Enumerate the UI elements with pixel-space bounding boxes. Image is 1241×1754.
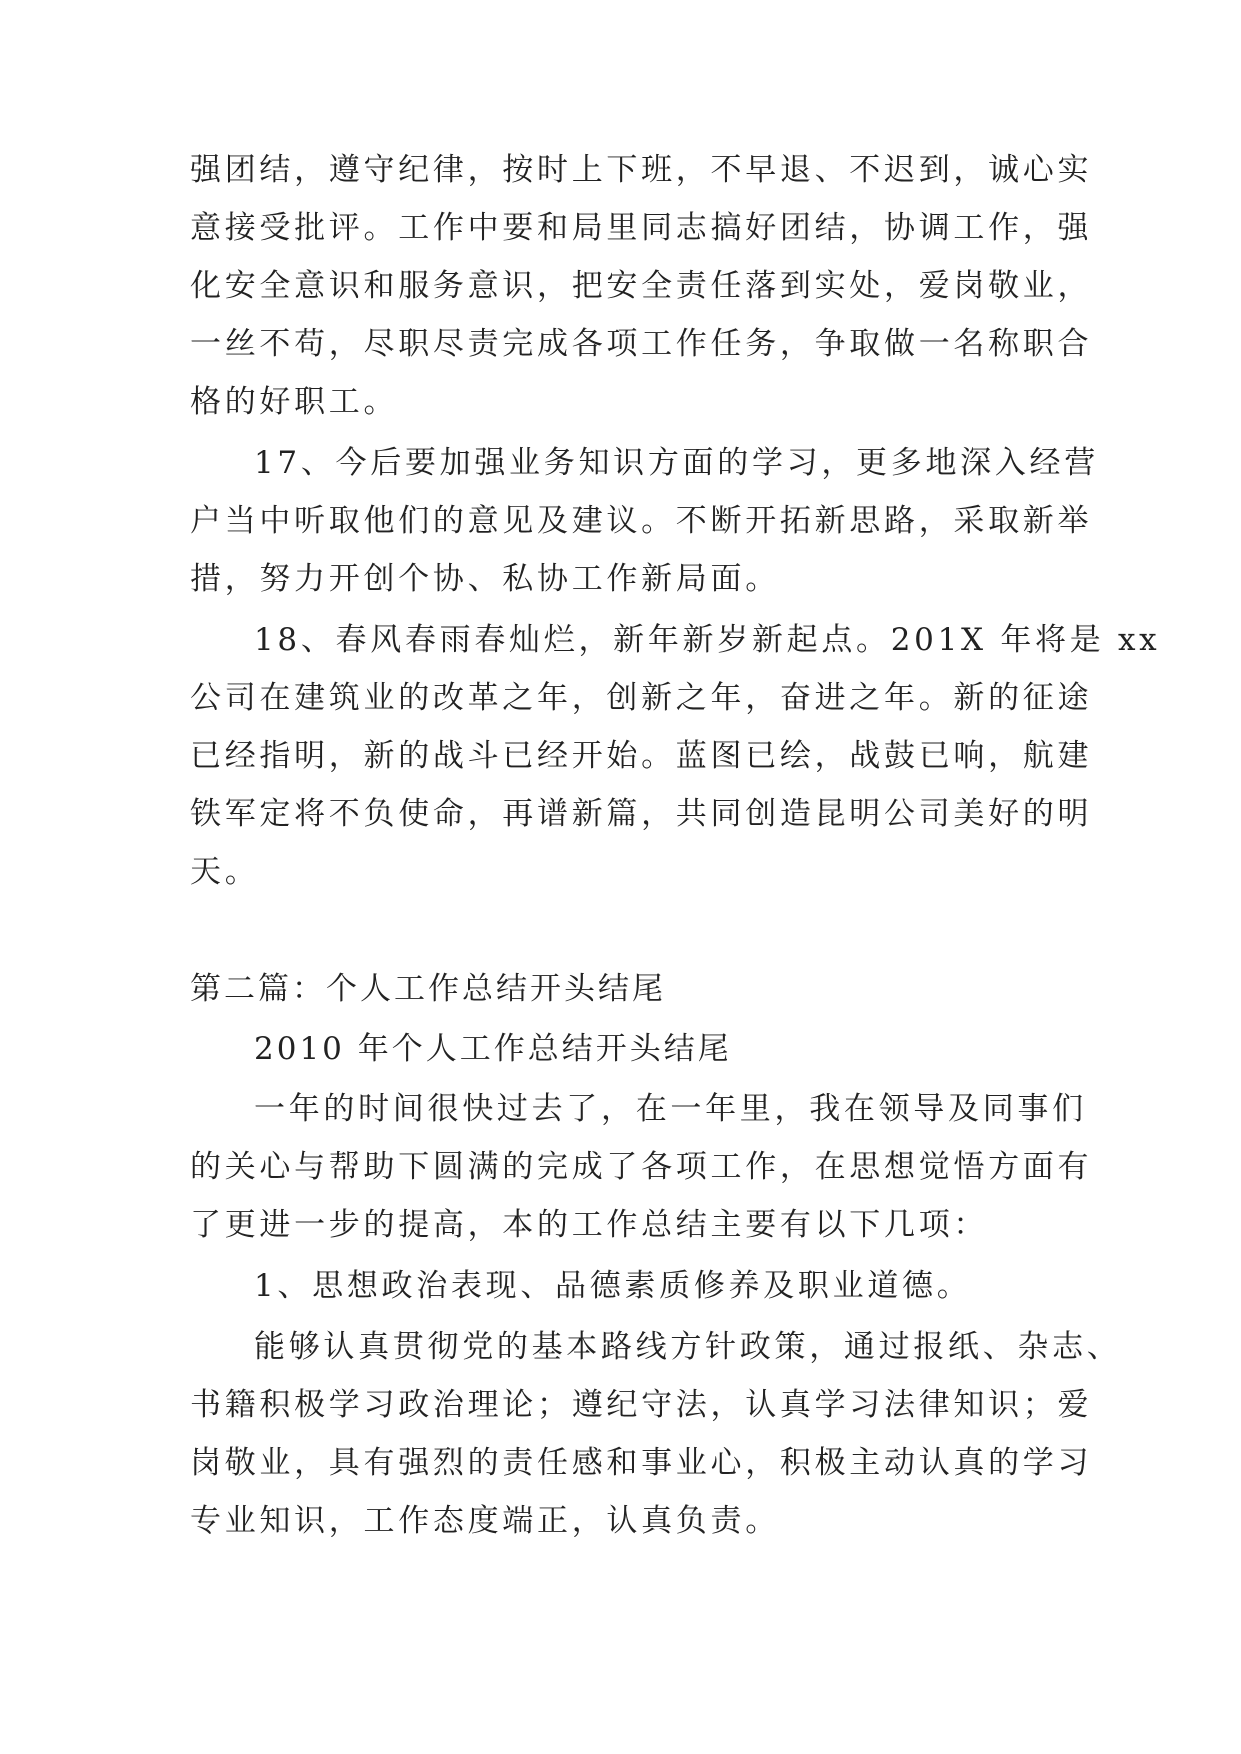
- text-line: 岗敬业，具有强烈的责任感和事业心，积极主动认真的学习: [190, 1445, 1093, 1481]
- text-line: 户当中听取他们的意见及建议。不断开拓新思路，采取新举: [190, 503, 1093, 539]
- text-line: 一丝不苟，尽职尽责完成各项工作任务，争取做一名称职合: [190, 326, 1093, 362]
- text-line: 意接受批评。工作中要和局里同志搞好团结，协调工作，强: [190, 210, 1093, 246]
- text-line: 强团结，遵守纪律，按时上下班，不早退、不迟到，诚心实: [190, 152, 1093, 188]
- intro-first-line: 一年的时间很快过去了，在一年里，我在领导及同事们: [254, 1091, 1087, 1127]
- text-line: 铁军定将不负使命，再谱新篇，共同创造昆明公司美好的明: [190, 796, 1093, 832]
- text-line: 已经指明，新的战斗已经开始。蓝图已绘，战鼓已响，航建: [190, 738, 1093, 774]
- paragraph-17-first-line: 17、今后要加强业务知识方面的学习，更多地深入经营: [254, 445, 1099, 481]
- paragraph-first-line: 能够认真贯彻党的基本路线方针政策，通过报纸、杂志、: [254, 1329, 1122, 1365]
- text-line: 书籍积极学习政治理论；遵纪守法，认真学习法律知识；爱: [190, 1387, 1093, 1423]
- text-line: 的关心与帮助下圆满的完成了各项工作，在思想觉悟方面有: [190, 1149, 1093, 1185]
- paragraph-18-first-line: 18、春风春雨春灿烂，新年新岁新起点。201X 年将是 xx: [254, 622, 1161, 658]
- article-title: 2010 年个人工作总结开头结尾: [254, 1031, 732, 1067]
- text-line: 专业知识，工作态度端正，认真负责。: [190, 1503, 780, 1539]
- text-line: 天。: [190, 854, 260, 890]
- section-heading: 第二篇：个人工作总结开头结尾: [190, 971, 666, 1007]
- text-line: 公司在建筑业的改革之年，创新之年，奋进之年。新的征途: [190, 680, 1093, 716]
- text-line: 措，努力开创个协、私协工作新局面。: [190, 561, 780, 597]
- list-item-1: 1、思想政治表现、品德素质修养及职业道德。: [254, 1268, 972, 1304]
- text-line: 格的好职工。: [190, 384, 399, 420]
- text-line: 了更进一步的提高，本的工作总结主要有以下几项：: [190, 1207, 989, 1243]
- text-line: 化安全意识和服务意识，把安全责任落到实处，爱岗敬业，: [190, 268, 1093, 304]
